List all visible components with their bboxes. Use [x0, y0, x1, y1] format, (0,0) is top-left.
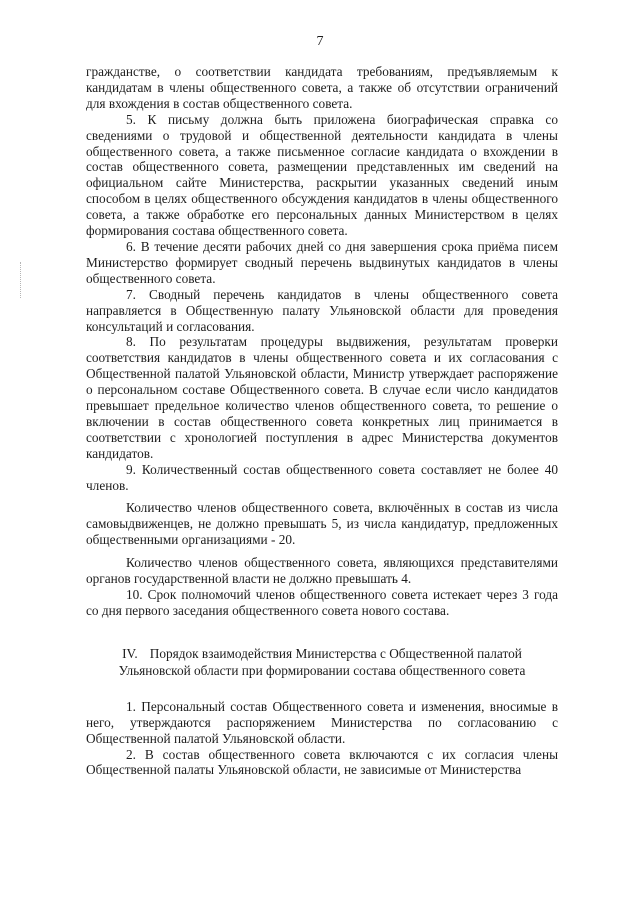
paragraph-p6: 6. В течение десяти рабочих дней со дня завершения срока приёма писем Министерство формирует сводный перечень выдвинутых кандидатов в члены общественного совета. [86, 238, 558, 286]
paragraph-p10: 10. Срок полномочий членов общественного совета истекает через 3 года со дня первого заседания общественного совета нового состава. [86, 587, 558, 618]
page-number: 7 [316, 34, 324, 49]
paragraphs-section-iv [86, 699, 558, 779]
section-number: IV. [122, 645, 138, 661]
section-title-line-1: Порядок взаимодействия Министерства с Общественной палатой [149, 645, 522, 661]
paragraph-p7: 7. Сводный перечень кандидатов в члены общественного совета направляется в Общественную палату Ульяновской области для проведения консультаций и согласования. [86, 286, 558, 334]
document-body [86, 64, 558, 778]
paragraph-p8: 8. По результатам процедуры выдвижения, результатам проверки соответствия кандидатов в члены общественного совета и их согласования с Общественной палатой Ульяновской области, Министр утверждает распоряжение о персональном составе Общественного совета. В случае если число кандидатов превышает предельное количество членов общественного совета, то решение о включении в состав общественного совета конкретных лиц принимается в соответствии с хронологией поступления в адрес Министерства документов кандидатов. [86, 334, 558, 461]
paragraph-p9: 9. Количественный состав общественного совета составляет не более 40 членов. [86, 461, 558, 493]
paragraph-p9-gov: Количество членов общественного совета, являющихся представителями органов государственной власти не должно превышать 4. [86, 555, 558, 587]
margin-scan-mark [20, 262, 22, 298]
paragraph-s2: 2. В состав общественного совета включаются с их согласия члены Общественной палаты Ульяновской области, не зависимые от Министерства [86, 746, 558, 778]
paragraph-p-continuation: гражданстве, о соответствии кандидата требованиям, предъявляемым к кандидатам в члены общественного совета, а также об отсутствии ограничений для вхождения в состав общественного совета. [86, 64, 558, 111]
paragraphs-section-iii [86, 64, 558, 619]
section-heading-iv [86, 645, 558, 679]
paragraph-p9-self: Количество членов общественного совета, включённых в состав из числа самовыдвиженцев, не должно превышать 5, из числа кандидатур, предложенных общественными организациями - 20. [86, 500, 558, 548]
section-title-line-2: Ульяновской области при формировании состава общественного совета [118, 662, 526, 678]
paragraph-s1: 1. Персональный состав Общественного совета и изменения, вносимые в него, утверждаются распоряжением Министерства по согласованию с Общественной палатой Ульяновской области. [86, 698, 558, 746]
paragraph-p5: 5. К письму должна быть приложена биографическая справка со сведениями о трудовой и общественной деятельности кандидата в члены общественного совета, а также письменное согласие кандидата о вхождении в состав общественного совета, размещении представленных им сведений на официальном сайте Министерства, раскрытии указанных сведений иным способом в целях общественного обсуждения кандидатов в члены общественного совета, а также обработке его персональных данных Министерством в целях формирования состава общественного совета. [86, 111, 558, 239]
